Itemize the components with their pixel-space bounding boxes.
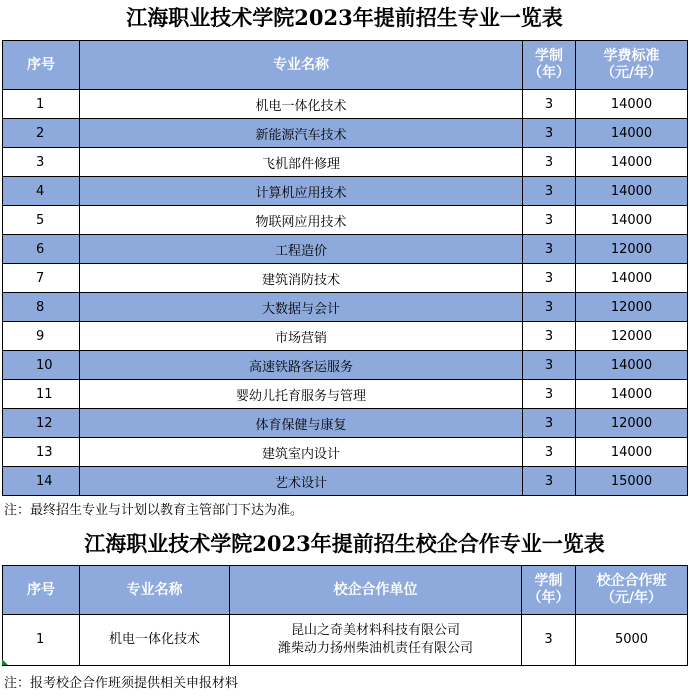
row-years: 3 <box>523 351 576 380</box>
table-row <box>3 438 688 467</box>
header-fee <box>576 41 688 90</box>
row-years: 3 <box>523 119 576 148</box>
row-fee: 14000 <box>576 380 688 409</box>
row-major-name: 婴幼儿托育服务与管理 <box>80 380 523 409</box>
row-fee: 14000 <box>576 351 688 380</box>
header-fee-line2: （元/年） <box>600 65 663 81</box>
row-years: 3 <box>523 235 576 264</box>
row-major-name: 工程造价 <box>80 235 523 264</box>
header-years-line1: 学制 <box>535 48 563 64</box>
row-partner <box>230 615 522 666</box>
header-major-name: 专业名称 <box>80 41 523 90</box>
row-major-name: 体育保健与康复 <box>80 409 523 438</box>
row-fee: 14000 <box>576 438 688 467</box>
table-row <box>3 467 688 496</box>
row-fee: 14000 <box>576 119 688 148</box>
table-row <box>3 322 688 351</box>
row-seq: 5 <box>3 206 80 235</box>
header-seq: 序号 <box>3 566 80 615</box>
header-fee <box>576 566 688 615</box>
row-fee: 14000 <box>576 90 688 119</box>
row-major-name: 机电一体化技术 <box>80 90 523 119</box>
table-row <box>3 148 688 177</box>
row-seq: 2 <box>3 119 80 148</box>
row-seq: 9 <box>3 322 80 351</box>
row-seq: 3 <box>3 148 80 177</box>
row-years: 3 <box>523 177 576 206</box>
row-major-name: 计算机应用技术 <box>80 177 523 206</box>
partner-line2: 潍柴动力扬州柴油机责任有限公司 <box>277 641 473 656</box>
header-fee-line1: 学费标准 <box>603 48 660 64</box>
header-years <box>523 41 576 90</box>
header-seq: 序号 <box>3 41 80 90</box>
row-major-name: 新能源汽车技术 <box>80 119 523 148</box>
row-fee: 12000 <box>576 235 688 264</box>
row-fee: 14000 <box>576 177 688 206</box>
header-fee-line1: 校企合作班 <box>596 573 667 589</box>
row-fee: 12000 <box>576 409 688 438</box>
cooperation-table <box>2 565 688 666</box>
table-row <box>3 293 688 322</box>
header-years-line1: 学制 <box>534 573 563 589</box>
row-seq: 6 <box>3 235 80 264</box>
row-major-name: 艺术设计 <box>80 467 523 496</box>
row-seq: 8 <box>3 293 80 322</box>
row-major-name: 市场营销 <box>80 322 523 351</box>
table-row <box>3 206 688 235</box>
row-fee: 14000 <box>576 206 688 235</box>
row-years: 3 <box>523 264 576 293</box>
row-fee: 12000 <box>576 322 688 351</box>
row-major-name: 建筑消防技术 <box>80 264 523 293</box>
table-row <box>3 119 688 148</box>
table-row <box>3 351 688 380</box>
table-row <box>3 409 688 438</box>
row-seq: 1 <box>3 90 80 119</box>
row-years: 3 <box>523 467 576 496</box>
majors-table <box>2 40 688 496</box>
row-major-name: 大数据与会计 <box>80 293 523 322</box>
row-major-name: 建筑室内设计 <box>80 438 523 467</box>
table2-title: 江海职业技术学院2023年提前招生校企合作专业一览表 <box>84 531 605 556</box>
table-row <box>3 235 688 264</box>
row-fee: 12000 <box>576 293 688 322</box>
row-major-name: 飞机部件修理 <box>80 148 523 177</box>
table-header-row <box>3 566 688 615</box>
partner-line1: 昆山之奇美材料科技有限公司 <box>290 623 460 638</box>
row-fee: 14000 <box>576 148 688 177</box>
row-fee: 15000 <box>576 467 688 496</box>
table-row <box>3 177 688 206</box>
table2-note: 注：报考校企合作班须提供相关申报材料 <box>4 676 239 691</box>
header-fee-line2: （元/年） <box>600 590 663 606</box>
row-major-name: 机电一体化技术 <box>80 615 230 666</box>
header-major-name: 专业名称 <box>80 566 230 615</box>
row-years: 3 <box>523 322 576 351</box>
table-row <box>3 380 688 409</box>
row-years: 3 <box>523 409 576 438</box>
cell-corner-marker <box>2 659 8 665</box>
row-years: 3 <box>523 90 576 119</box>
row-years: 3 <box>523 293 576 322</box>
header-years <box>522 566 576 615</box>
table-header-row <box>3 41 688 90</box>
table1-title: 江海职业技术学院2023年提前招生专业一览表 <box>126 5 563 30</box>
table1-note: 注：最终招生专业与计划以教育主管部门下达为准。 <box>4 503 304 518</box>
row-seq: 11 <box>3 380 80 409</box>
table-row <box>3 264 688 293</box>
row-seq: 7 <box>3 264 80 293</box>
row-fee: 5000 <box>576 615 688 666</box>
row-seq: 1 <box>3 615 80 666</box>
row-years: 3 <box>523 148 576 177</box>
row-seq: 10 <box>3 351 80 380</box>
table-row <box>3 615 688 666</box>
row-major-name: 物联网应用技术 <box>80 206 523 235</box>
row-years: 3 <box>522 615 576 666</box>
row-years: 3 <box>523 206 576 235</box>
table-row <box>3 90 688 119</box>
row-fee: 14000 <box>576 264 688 293</box>
header-years-line2: （年） <box>528 65 570 81</box>
row-seq: 14 <box>3 467 80 496</box>
header-partner: 校企合作单位 <box>230 566 522 615</box>
row-seq: 4 <box>3 177 80 206</box>
row-years: 3 <box>523 380 576 409</box>
row-years: 3 <box>523 438 576 467</box>
row-seq: 13 <box>3 438 80 467</box>
row-major-name: 高速铁路客运服务 <box>80 351 523 380</box>
row-seq: 12 <box>3 409 80 438</box>
header-years-line2: （年） <box>527 590 570 606</box>
